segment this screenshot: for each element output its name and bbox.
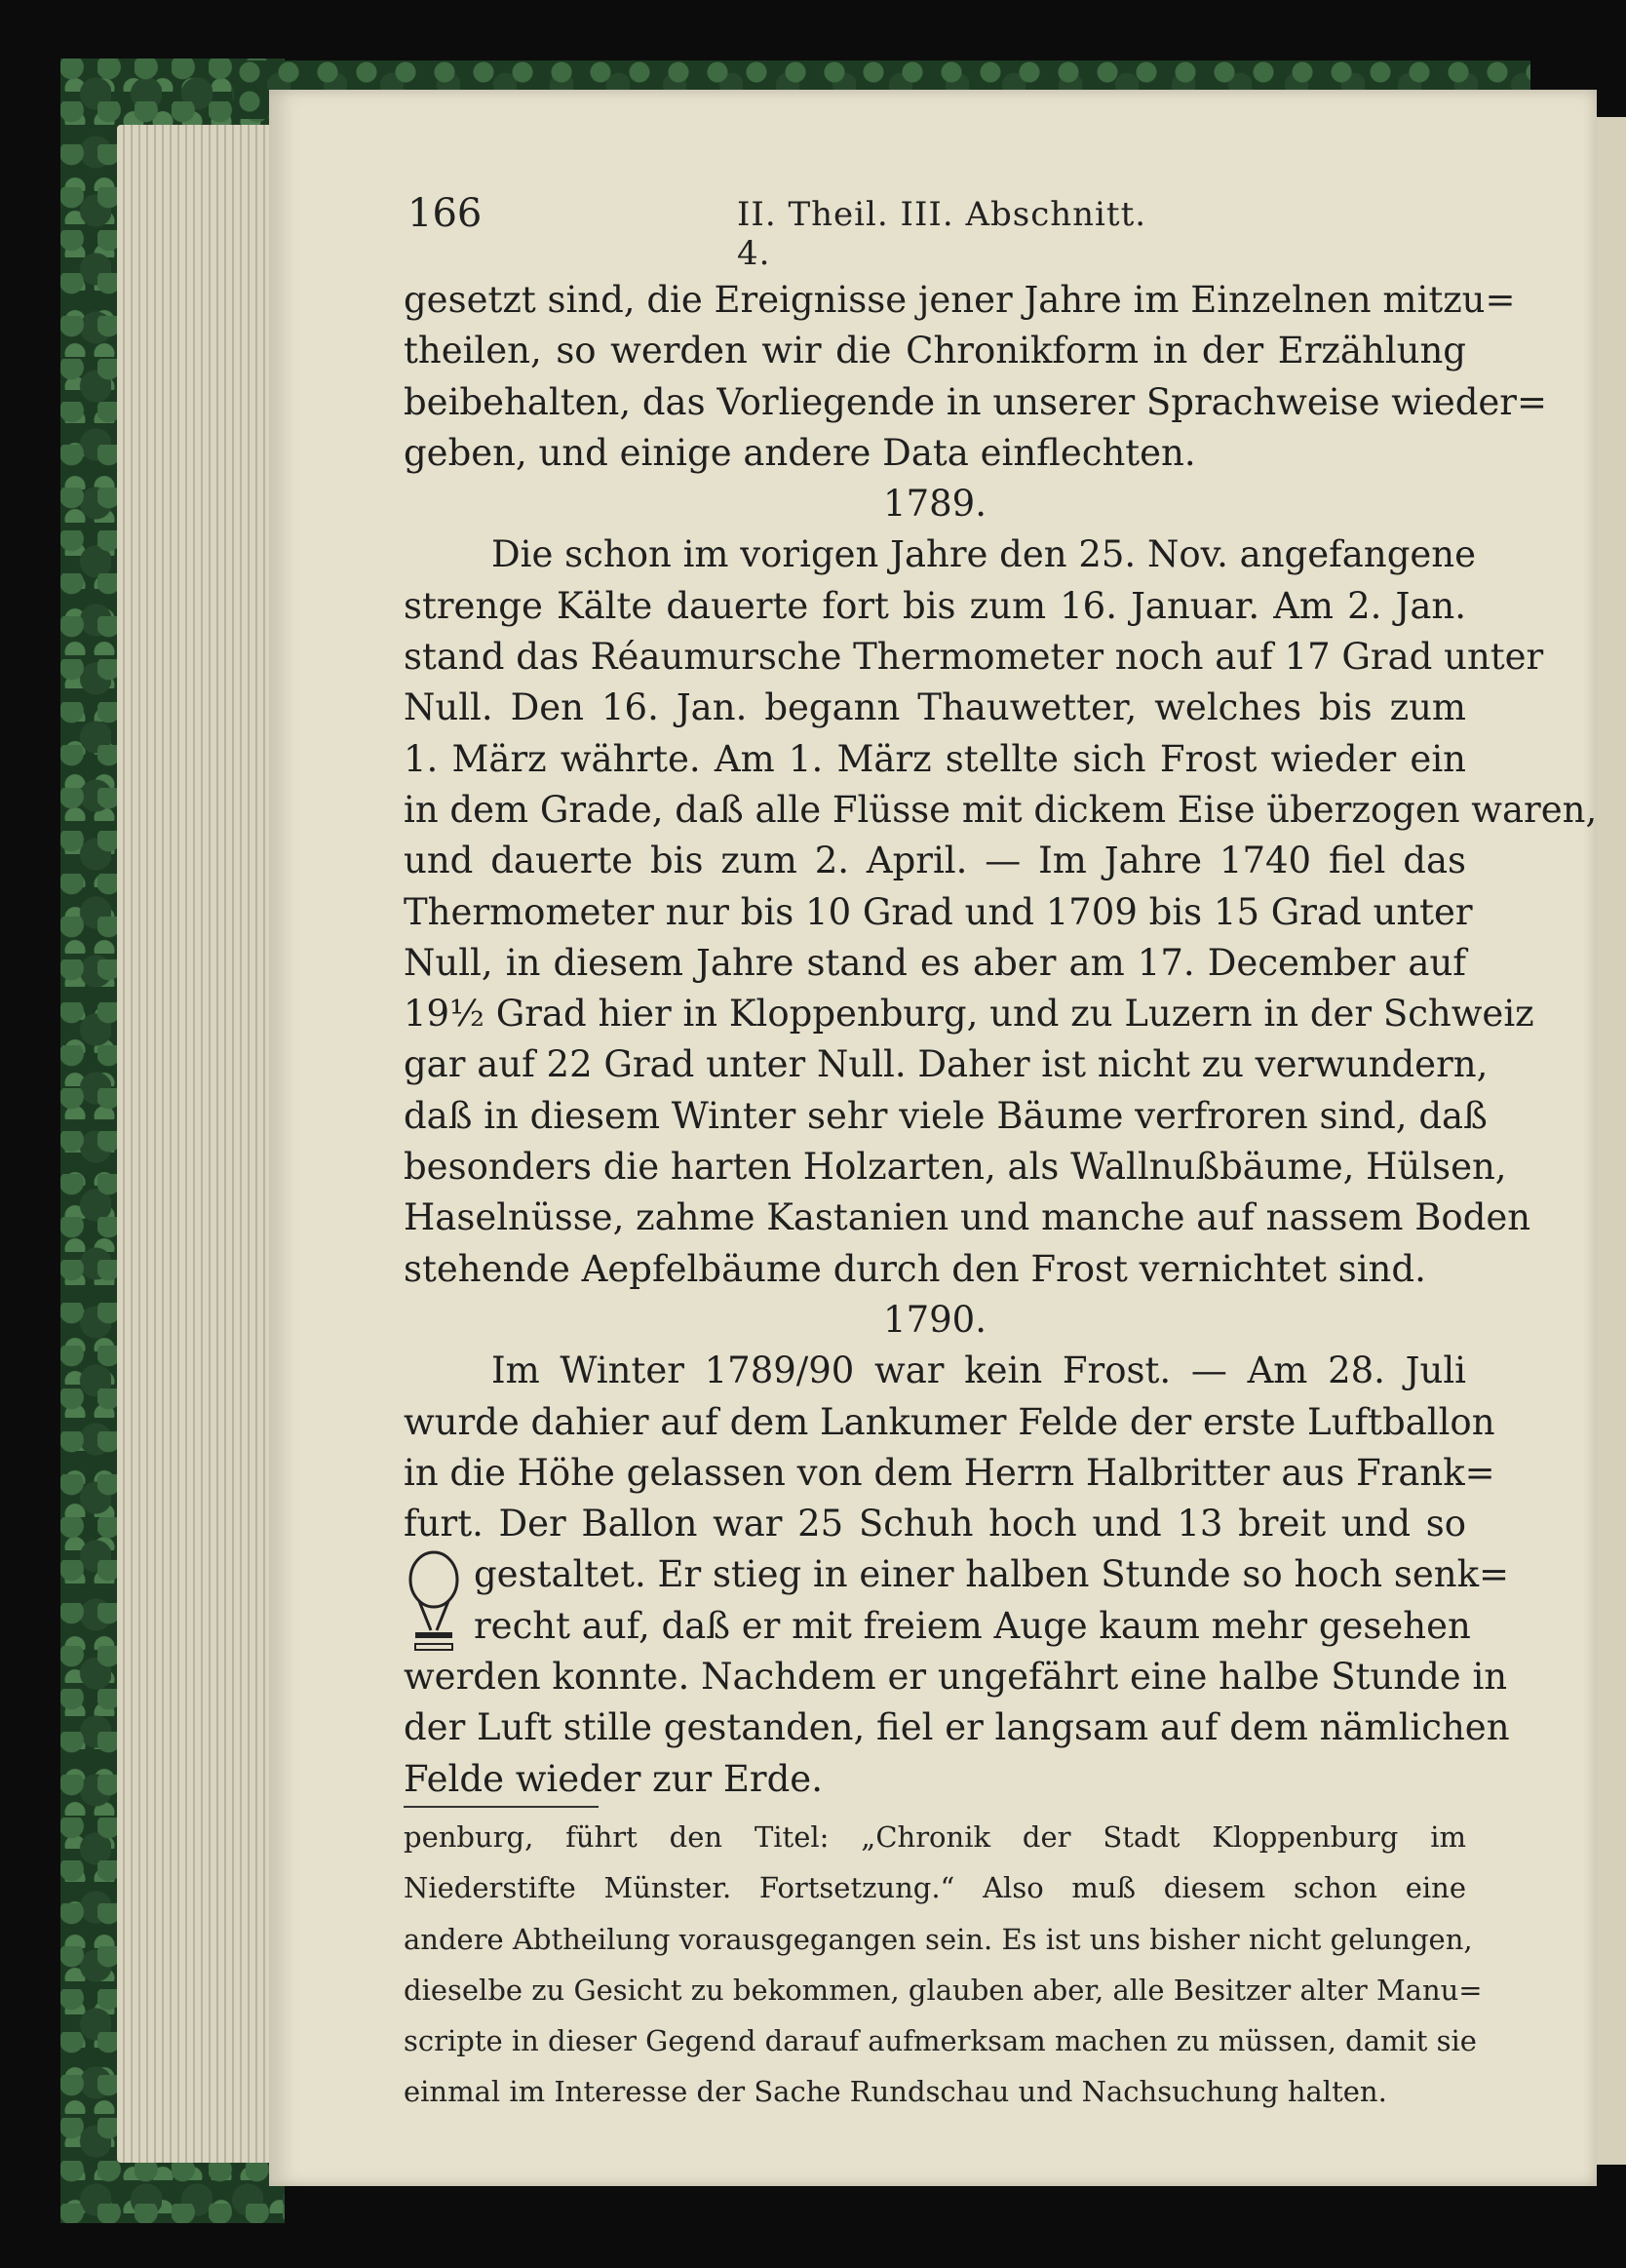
body-text-line: stehende Aepfelbäume durch den Frost vernichtet sind.	[404, 1247, 1426, 1290]
body-text-line: 1. März währte. Am 1. März stellte sich Frost wieder ein	[404, 737, 1466, 780]
body-text-line: Haselnüsse, zahme Kastanien und manche auf nassem Boden	[404, 1196, 1531, 1239]
footnote	[404, 1816, 1483, 2122]
body-text-line: Im Winter 1789/90 war kein Frost. — Am 28. Juli	[491, 1349, 1466, 1392]
body-text-line: wurde dahier auf dem Lankumer Felde der erste Luftballon	[404, 1400, 1495, 1443]
body-text-line: werden konnte. Nachdem er ungefährt eine halbe Stunde in	[404, 1656, 1508, 1699]
body-text-line: und dauerte bis zum 2. April. — Im Jahre 1740 fiel das	[404, 840, 1466, 882]
footnote-line: dieselbe zu Gesicht zu bekommen, glauben aber, alle Besitzer alter Manu=	[404, 1973, 1483, 2007]
footnote-rule	[404, 1806, 599, 1808]
body-text-line: stand das Réaumursche Thermometer noch auf 17 Grad unter	[404, 636, 1544, 679]
body-text-line: in die Höhe gelassen von dem Herrn Halbritter aus Frank=	[404, 1451, 1495, 1494]
body-text-line: Felde wieder zur Erde.	[404, 1757, 823, 1800]
body-text	[404, 275, 1598, 1805]
body-text-line: Thermometer nur bis 10 Grad und 1709 bis 15 Grad unter	[404, 890, 1473, 933]
body-text-line: Null. Den 16. Jan. begann Thauwetter, welches bis zum	[404, 686, 1466, 729]
page-number: 166	[407, 191, 483, 236]
footnote-line: Niederstifte Münster. Fortsetzung.“ Also muß diesem schon eine	[404, 1871, 1466, 1905]
body-text-line: furt. Der Ballon war 25 Schuh hoch und 13 breit und so	[404, 1503, 1466, 1545]
body-text-line: Null, in diesem Jahre stand es aber am 17. December auf	[404, 941, 1466, 984]
body-text-line: beibehalten, das Vorliegende in unserer Sprachweise wieder=	[404, 380, 1547, 423]
footnote-line: andere Abtheilung vorausgegangen sein. Es ist uns bisher nicht gelungen,	[404, 1922, 1473, 1956]
footnote-line: penburg, führt den Titel: „Chronik der Stadt Kloppenburg im	[404, 1820, 1466, 1854]
body-text-line: Die schon im vorigen Jahre den 25. Nov. angefangene	[491, 533, 1477, 576]
footnote-line: einmal im Interesse der Sache Rundschau und Nachsuchung halten.	[404, 2075, 1387, 2109]
body-text-line: theilen, so werden wir die Chronikform in der Erzählung	[404, 330, 1466, 372]
footnote-line: scripte in dieser Gegend darauf aufmerksam machen zu müssen, damit sie	[404, 2024, 1477, 2058]
facing-page-edge	[1597, 117, 1626, 2165]
body-text-line: 1790.	[883, 1298, 987, 1341]
body-text-line: 1789.	[883, 483, 987, 526]
body-text-line: strenge Kälte dauerte fort bis zum 16. Januar. Am 2. Jan.	[404, 584, 1466, 627]
body-text-line: geben, und einige andere Data einflechten.	[404, 431, 1196, 474]
running-head-title: II. Theil. III. Abschnitt. 4.	[737, 195, 1147, 273]
body-text-line: recht auf, daß er mit freiem Auge kaum mehr gesehen	[474, 1604, 1471, 1647]
body-text-line: daß in diesem Winter sehr viele Bäume verfroren sind, daß	[404, 1094, 1488, 1137]
body-text-line: gar auf 22 Grad unter Null. Daher ist nicht zu verwundern,	[404, 1043, 1489, 1086]
balloon-icon	[406, 1550, 462, 1656]
body-text-line: gesetzt sind, die Ereignisse jener Jahre im Einzelnen mitzu=	[404, 279, 1516, 321]
body-text-line: in dem Grade, daß alle Flüsse mit dickem Eise überzogen waren,	[404, 788, 1598, 831]
body-text-line: der Luft stille gestanden, fiel er langsam auf dem nämlichen	[404, 1706, 1510, 1749]
body-text-line: besonders die harten Holzarten, als Wallnußbäume, Hülsen,	[404, 1146, 1507, 1189]
body-text-line: gestaltet. Er stieg in einer halben Stunde so hoch senk=	[474, 1553, 1509, 1596]
running-head	[407, 191, 1168, 273]
body-text-line: 19½ Grad hier in Kloppenburg, und zu Luzern in der Schweiz	[404, 993, 1534, 1036]
